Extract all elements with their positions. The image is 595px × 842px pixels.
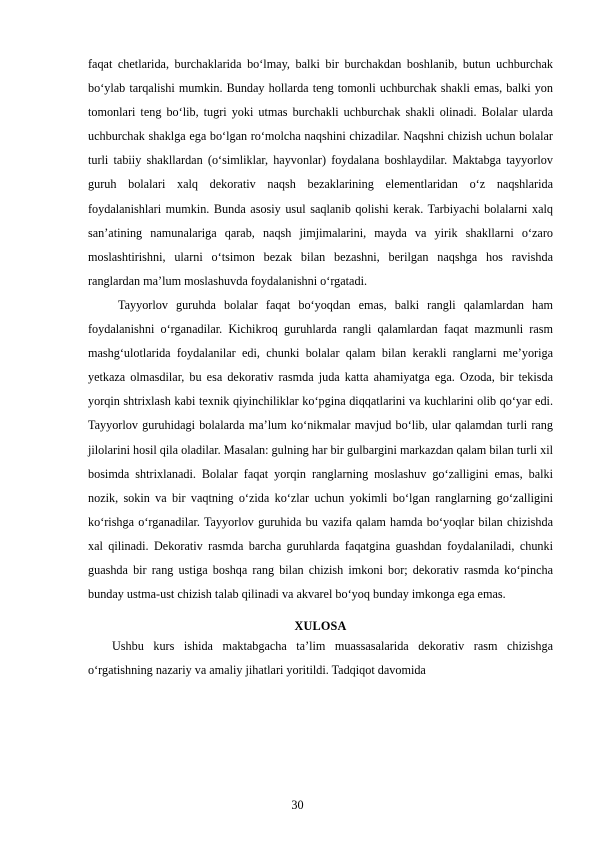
page-number: 30 [291, 798, 304, 812]
body-paragraph-2: Tayyorlov guruhda bolalar faqat bo‘yoqdan emas, balki rangli qalamlardan ham foydalanishni o‘rganadilar. Kichikroq guruhlarda rangli qalamlardan faqat mazmunli rasm mashg‘ulotlarida foydalanilar edi, chunki bolalar qalam bilan kerakli ranglarni me’yoriga yetkaza olmasdilar, bu esa dekorativ rasmda juda katta ahamiyatga ega. Ozoda, bir tekisda yorqin shtrixlash kabi texnik qiyinchiliklar ko‘pgina diqqatlarini va kuchlarini olib qo‘yar edi. Tayyorlov guruhidagi bolalarda ma’lum ko‘nikmalar mavjud bo‘lib, ular qalamdan turli rang jilolarini hosil qila oladilar. Masalan: gulning har bir gulbargini markazdan qalam bilan turli xil bosimda shtrixlanadi. Bolalar faqat yorqin ranglarning moslashuv go‘zalligini emas, balki nozik, sokin va bir vaqtning o‘zida ko‘zlar uchun yokimli bo‘lgan ranglarning go‘zalligini ko‘rishga o‘rganadilar. Tayyorlov guruhida bu vazifa qalam hamda bo‘yoqlar bilan chizishda xal qilinadi. Dekorativ rasmda barcha guruhlarda faqatgina guashdan foydalaniladi, chunki guashda bir rang ustiga boshqa rang bilan chizish imkoni bor; dekorativ rasmda ko‘pincha bunday ustma-ust chizish talab qilinadi va akvarel bo‘yoq bunday imkonga ega emas. [88, 297, 553, 602]
conclusion-paragraph: Ushbu kurs ishida maktabgacha ta’lim muassasalarida dekorativ rasm chizishga o‘rgatishning nazariy va amaliy jihatlari yoritildi. Tadqiqot davomida [88, 639, 553, 678]
body-paragraph-1: faqat chetlarida, burchaklarida bo‘lmay, balki bir burchakdan boshlanib, butun uchburchak bo‘ylab tarqalishi mumkin. Bunday hollarda teng tomonli uchburchak shakli emas, balki yon tomonlari teng bo‘lib, tugri yoki utmas burchakli uchburchak shakli olinadi. Bolalar ularda uchburchak shaklga ega bo‘lgan ro‘molcha naqshini chizadilar. Naqshni chizish uchun bolalar turli tabiiy shakllardan (o‘simliklar, hayvonlar) foydalana boshlaydilar. Maktabga tayyorlov guruh bolalari xalq dekorativ naqsh bezaklarining elementlaridan o‘z naqshlarida foydalanishlari mumkin. Bunda asosiy usul saqlanib qolishi kerak. Tarbiyachi bolalarni xalq san’atining namunalariga qarab, naqsh jimjimalarini, mayda va yirik shakllarni o‘zaro moslashtirishni, ularni o‘tsimon bezak bilan bezashni, berilgan naqshga hos ravishda ranglardan ma’lum moslashuvda foydalanishni o‘rgatadi. [88, 57, 553, 288]
document-page [88, 52, 553, 682]
section-heading-xulosa: XULOSA [294, 619, 347, 634]
